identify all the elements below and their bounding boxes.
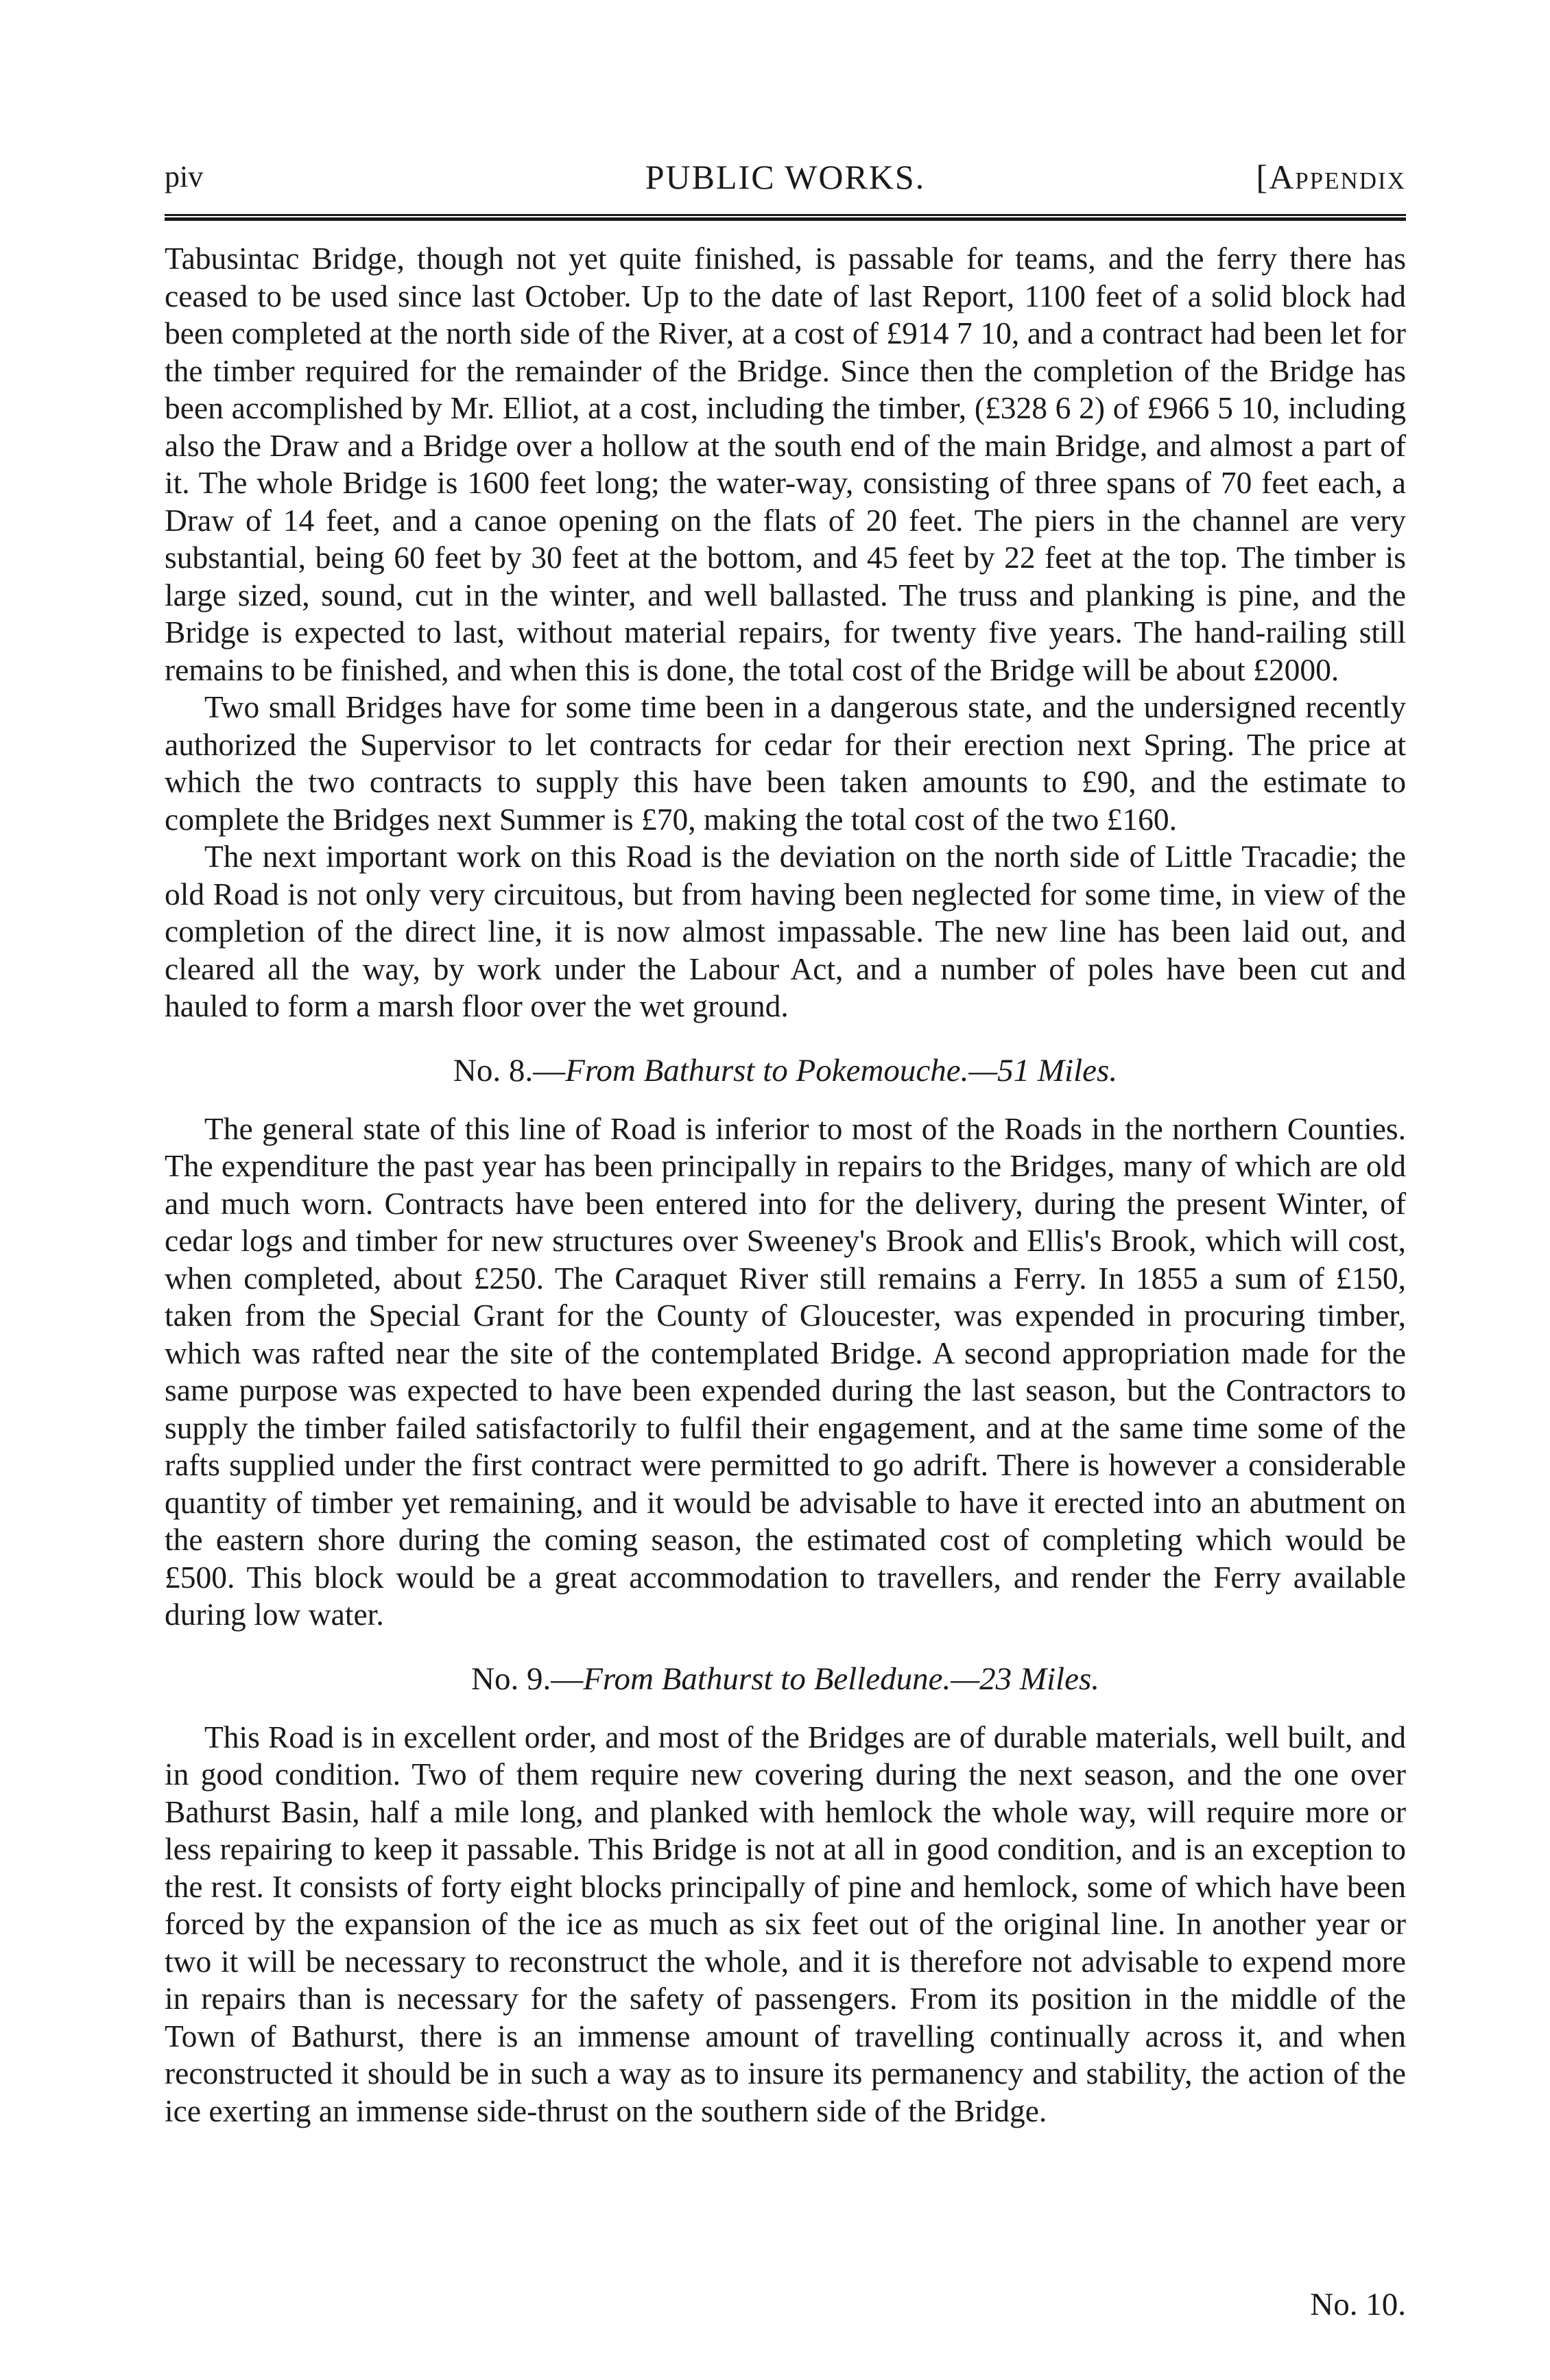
section-heading-9 xyxy=(165,1658,1406,1700)
catchword: No. 10. xyxy=(1310,2287,1406,2322)
paragraph-tabusintac: Tabusintac Bridge, though not yet quite finished, is passable for teams, and the ferry there has ceased to be used since last October. Up to the date of last Report, 1100 feet of a solid block had been completed at the north side of the River, at a cost of £914 7 10, and a contract had been let for the timber required for the remainder of the Bridge. Since then the completion of the Bridge has been accomplished by Mr. Elliot, at a cost, including the timber, (£328 6 2) of £966 5 10, including also the Draw and a Bridge over a hollow at the south end of the main Bridge, and almost a part of it. The whole Bridge is 1600 feet long; the water-way, consisting of three spans of 70 feet each, a Draw of 14 feet, and a canoe opening on the flats of 20 feet. The piers in the channel are very substantial, being 60 feet by 30 feet at the bottom, and 45 feet by 22 feet at the top. The timber is large sized, sound, cut in the winter, and well ballasted. The truss and planking is pine, and the Bridge is expected to last, without material repairs, for twenty five years. The hand-railing still remains to be finished, and when this is done, the total cost of the Bridge will be about £2000. xyxy=(165,241,1406,687)
section-8-number: No. 8.— xyxy=(453,1052,566,1088)
running-title: PUBLIC WORKS. xyxy=(645,158,926,196)
paragraph-section-9: This Road is in excellent order, and most of the Bridges are of durable materials, well built, and in good condition. Two of them require new covering during the next season, and the one over Bathurst Basin, half a mile long, and planked with hemlock the whole way, will require more or less repairing to keep it passable. This Bridge is not at all in good condition, and is an exception to the rest. It consists of forty eight blocks principally of pine and hemlock, some of which have been forced by the expansion of the ice as much as six feet out of the original line. In another year or two it will be necessary to reconstruct the whole, and it is therefore not advisable to expend more in repairs than is necessary for the safety of passengers. From its position in the middle of the Town of Bathurst, there is an immense amount of travelling continually across it, and when reconstructed it should be in such a way as to insure its permanency and stability, the action of the ice exerting an immense side-thrust on the southern side of the Bridge. xyxy=(165,1719,1406,2128)
paragraph-section-8: The general state of this line of Road is inferior to most of the Roads in the northern Counties. The expenditure the past year has been principally in repairs to the Bridges, many of which are old and much worn. Contracts have been entered into for the delivery, during the present Winter, of cedar logs and timber for new structures over Sweeney's Brook and Ellis's Brook, which will cost, when completed, about £250. The Caraquet River still remains a Ferry. In 1855 a sum of £150, taken from the Special Grant for the County of Gloucester, was expended in procuring timber, which was rafted near the site of the contemplated Bridge. A second appropriation made for the same purpose was expected to have been expended during the last season, but the Contractors to supply the timber failed satisfactorily to fulfil their engagement, and at the same time some of the rafts supplied under the first contract were permitted to go adrift. There is however a considerable quantity of timber yet remaining, and it would be advisable to have it erected into an abutment on the eastern shore during the coming season, the estimated cost of completing which would be £500. This block would be a great accommodation to travellers, and render the Ferry available during low water. xyxy=(165,1110,1406,1632)
paragraph-small-bridges: Two small Bridges have for some time been in a dangerous state, and the undersigned recently authorized the Supervisor to let contracts for cedar for their erection next Spring. The price at which the two contracts to supply this have been taken amounts to £90, and the estimate to complete the Bridges next Summer is £70, making the total cost of the two £160. xyxy=(165,689,1406,837)
section-9-number: No. 9.— xyxy=(471,1661,584,1697)
section-label: [Appendix xyxy=(1256,158,1406,196)
section-8-route: From Bathurst to Pokemouche.—51 Miles. xyxy=(565,1052,1118,1088)
header-rule xyxy=(165,214,1406,221)
running-header xyxy=(165,156,1406,204)
section-9-route: From Bathurst to Belledune.—23 Miles. xyxy=(583,1661,1099,1697)
page-number: piv xyxy=(165,160,204,193)
body-text xyxy=(165,240,1406,2130)
paragraph-little-tracadie: The next important work on this Road is the deviation on the north side of Little Tracadie; the old Road is not only very circuitous, but from having been neglected for some time, in view of the completion of the direct line, it is now almost impassable. The new line has been laid out, and cleared all the way, by work under the Labour Act, and a number of poles have been cut and hauled to form a marsh floor over the wet ground. xyxy=(165,839,1406,1023)
section-heading-8 xyxy=(165,1050,1406,1091)
